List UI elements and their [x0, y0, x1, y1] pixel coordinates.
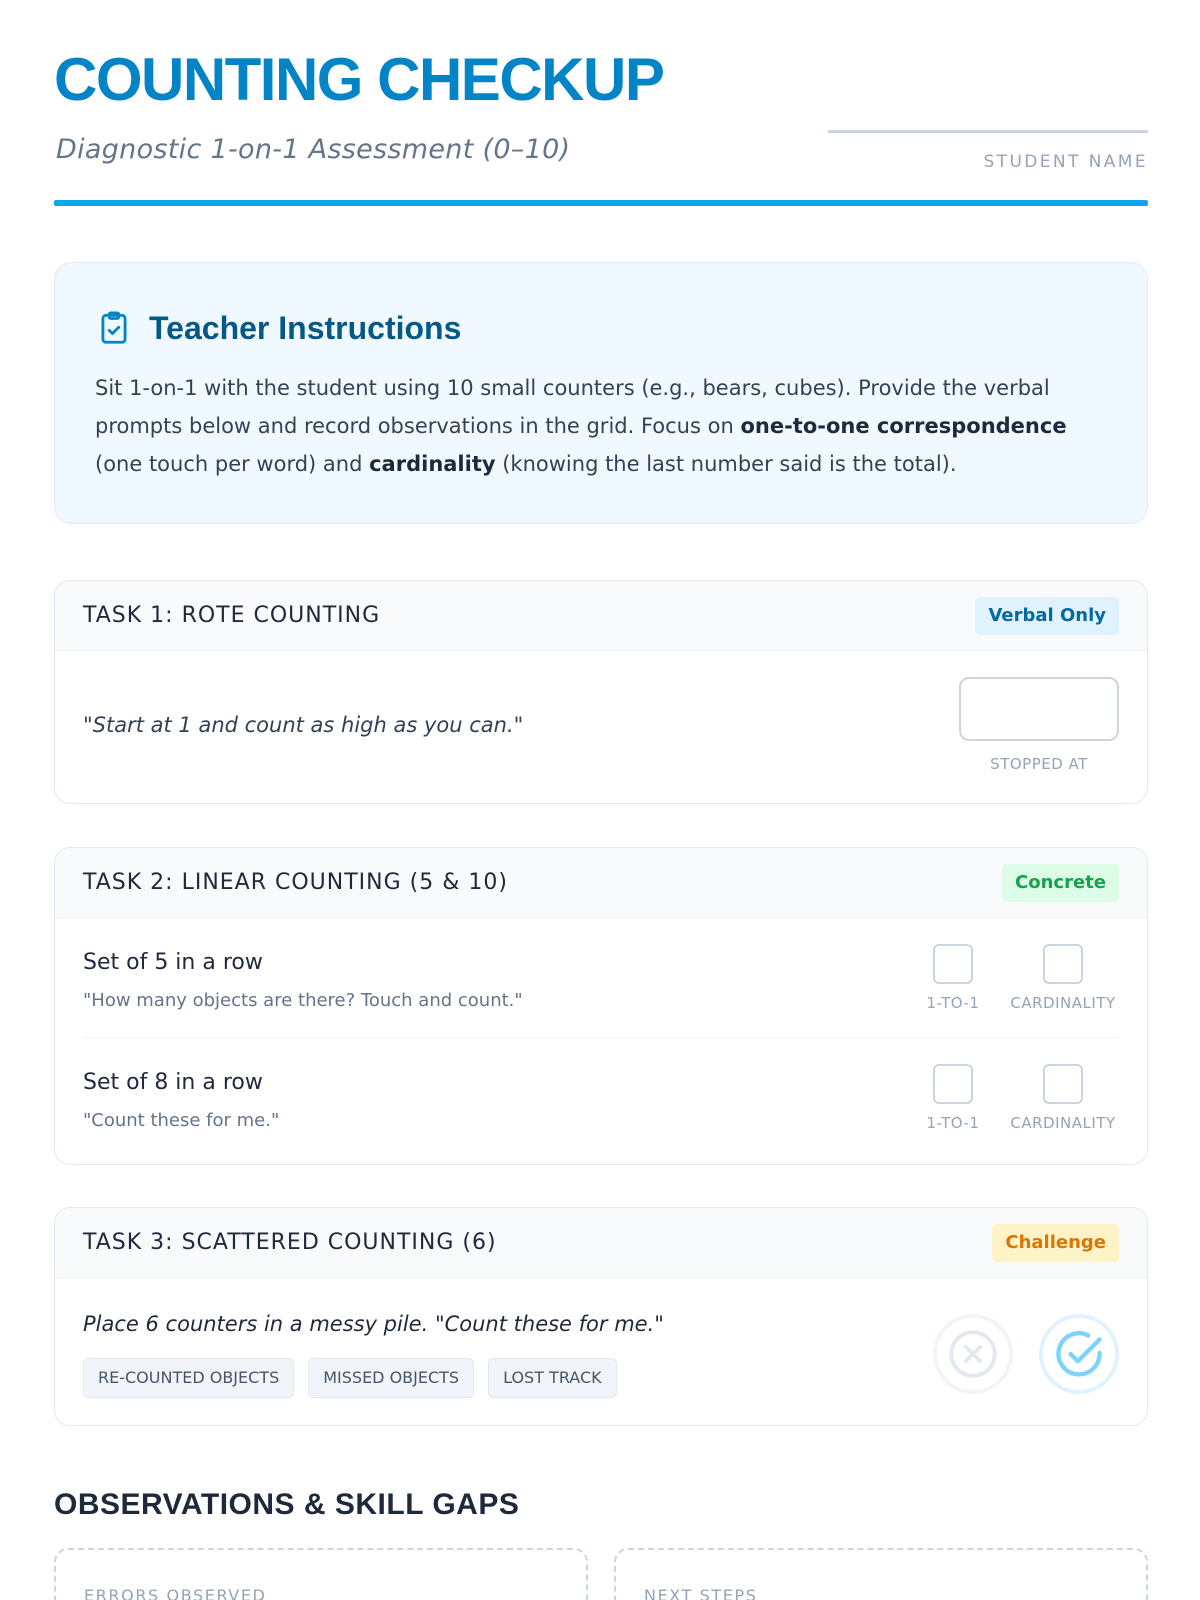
- assessment-page: [54, 0, 1148, 1600]
- mark-correct-button[interactable]: [1039, 1314, 1119, 1394]
- chip-missed-objects[interactable]: MISSED OBJECTS: [308, 1358, 474, 1398]
- next-steps-field[interactable]: [614, 1548, 1148, 1600]
- instructions-emphasis-cardinality: cardinality: [369, 452, 496, 476]
- task-1-badge: Verbal Only: [975, 597, 1119, 635]
- chip-lost-track[interactable]: LOST TRACK: [488, 1358, 617, 1398]
- instructions-heading: [95, 309, 461, 347]
- next-steps-label: NEXT STEPS: [644, 1586, 758, 1600]
- task-1-prompt: "Start at 1 and count as high as you can.": [83, 713, 524, 737]
- task-2-header: [55, 848, 1147, 918]
- task-2-title: TASK 2: LINEAR COUNTING (5 & 10): [83, 870, 508, 895]
- errors-observed-field[interactable]: [54, 1548, 588, 1600]
- task-1-title: TASK 1: ROTE COUNTING: [83, 603, 381, 628]
- chip-recounted-objects[interactable]: RE-COUNTED OBJECTS: [83, 1358, 294, 1398]
- instructions-text-part: (knowing the last number said is the total).: [495, 452, 957, 476]
- row-title: Set of 5 in a row: [83, 950, 263, 975]
- student-name-field[interactable]: [828, 130, 1148, 133]
- page-subtitle: Diagnostic 1-on-1 Assessment (0–10): [56, 134, 571, 165]
- cardinality-checkbox[interactable]: [1043, 1064, 1083, 1104]
- x-circle-icon: [944, 1325, 1002, 1383]
- task-3-title: TASK 3: SCATTERED COUNTING (6): [83, 1230, 497, 1255]
- instructions-text-part: Sit 1-on-1 with the student using 10 small counters (e.g., bears, cubes). Provide the verbal prompts below and record observations in the grid. Focus on: [95, 376, 1050, 438]
- task-3-card: [54, 1207, 1148, 1426]
- mark-incorrect-button[interactable]: [933, 1314, 1013, 1394]
- task-3-badge: Challenge: [992, 1224, 1119, 1262]
- one-to-one-checkbox[interactable]: [933, 944, 973, 984]
- instructions-title: Teacher Instructions: [149, 309, 462, 346]
- instructions-text: [95, 369, 1099, 483]
- error-chips: [83, 1358, 617, 1398]
- row-prompt: "Count these for me.": [83, 1110, 280, 1131]
- errors-observed-label: ERRORS OBSERVED: [84, 1586, 267, 1600]
- row-title: Set of 8 in a row: [83, 1070, 263, 1095]
- task-2-row-set-of-5: [83, 918, 1119, 1038]
- one-to-one-label: 1-TO-1: [926, 1114, 980, 1132]
- task-1-header: [55, 581, 1147, 651]
- header-divider: [54, 200, 1148, 206]
- task-3-header: [55, 1208, 1147, 1278]
- cardinality-label: CARDINALITY: [1010, 994, 1116, 1012]
- teacher-instructions-panel: [54, 262, 1148, 524]
- stopped-at-input[interactable]: [959, 677, 1119, 741]
- student-name-label: STUDENT NAME: [983, 152, 1148, 172]
- task-3-prompt: Place 6 counters in a messy pile. "Count these for me.": [83, 1312, 664, 1336]
- instructions-emphasis-one-to-one: one-to-one correspondence: [740, 414, 1067, 438]
- instructions-text-part: (one touch per word) and: [95, 452, 370, 476]
- cardinality-label: CARDINALITY: [1010, 1114, 1116, 1132]
- task-2-badge: Concrete: [1002, 864, 1119, 902]
- task-2-row-set-of-8: [83, 1038, 1119, 1158]
- task-2-card: [54, 847, 1148, 1165]
- observations-heading: OBSERVATIONS & SKILL GAPS: [54, 1488, 520, 1521]
- task-1-card: [54, 580, 1148, 804]
- row-prompt: "How many objects are there? Touch and count.": [83, 990, 523, 1011]
- one-to-one-label: 1-TO-1: [926, 994, 980, 1012]
- page-title: COUNTING CHECKUP: [54, 46, 664, 113]
- one-to-one-checkbox[interactable]: [933, 1064, 973, 1104]
- page-header: [54, 0, 1148, 208]
- cardinality-checkbox[interactable]: [1043, 944, 1083, 984]
- clipboard-check-icon: [95, 309, 133, 347]
- check-circle-icon: [1050, 1325, 1108, 1383]
- stopped-at-label: STOPPED AT: [990, 755, 1088, 773]
